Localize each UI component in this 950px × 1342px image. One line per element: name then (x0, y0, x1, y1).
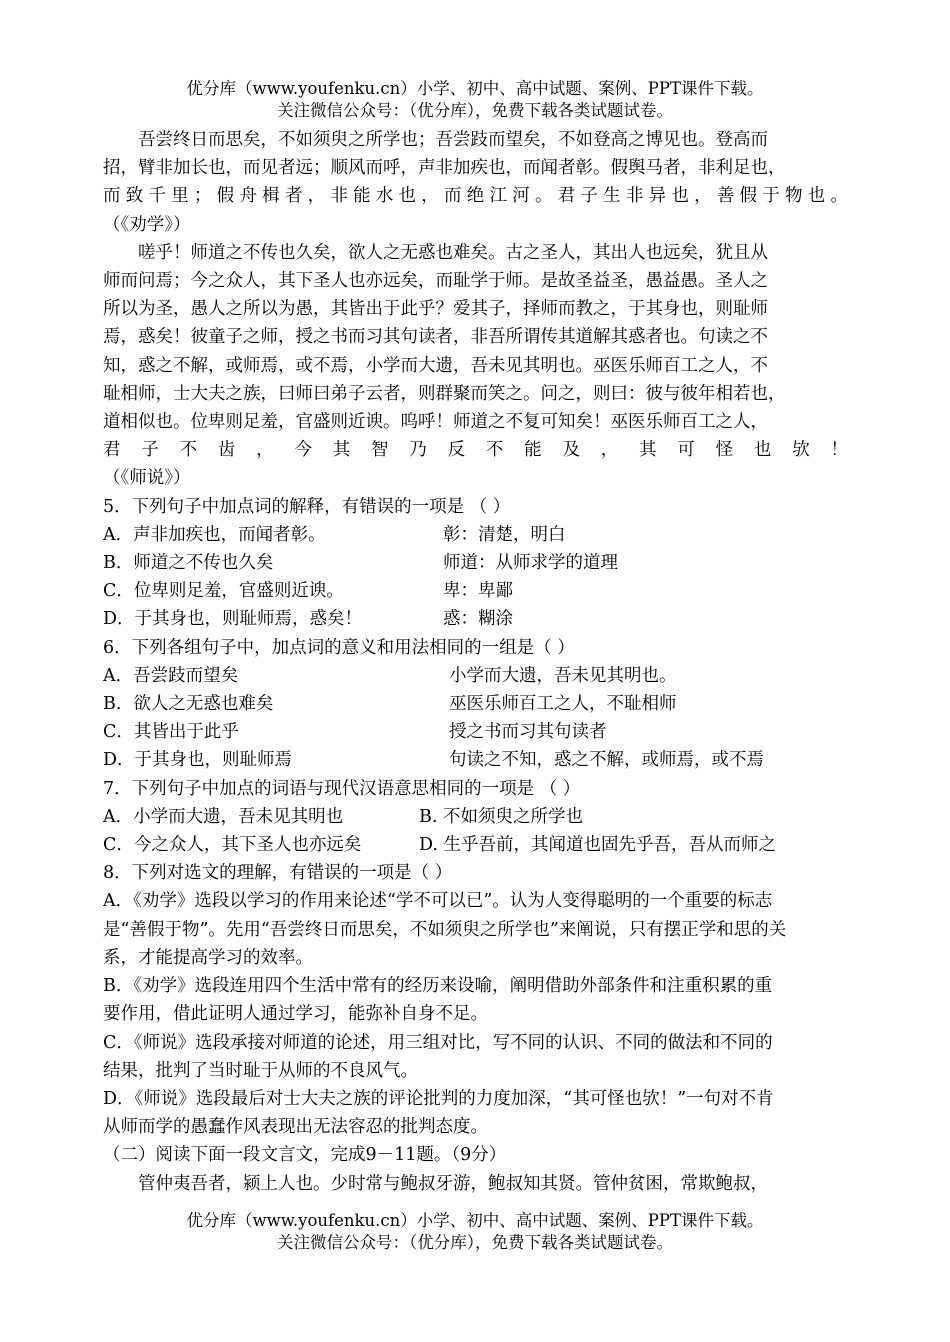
option-gloss: 师道：从师求学的道理 (443, 553, 618, 574)
option-text: C．今之众人，其下圣人也亦远矣 (103, 835, 362, 856)
option-text: B. 不如须臾之所学也 (419, 806, 583, 827)
text-line: 而致千里；假舟楫者，非能水也，而绝江河。君子生非异也，善假于物也。 (103, 186, 848, 207)
text-line: 道相似也。位卑则足羞，官盛则近谀。呜呼！师道之不复可知矣！巫医乐师百工之人， (103, 412, 768, 433)
option-line: 是“善假于物”。先用“吾尝终日而思矣，不如须臾之所学也”来阐说，只有摆正学和思的关 (103, 919, 787, 940)
page-footer (0, 1210, 950, 1254)
option-compare: 巫医乐师百工之人，不耻相师 (449, 694, 677, 715)
option-gloss: 卑：卑鄙 (443, 581, 513, 602)
option-text: D．于其身也，则耻师焉，惑矣！ (103, 609, 363, 630)
question-5 (103, 493, 848, 634)
option-line: B．《劝学》选段连用四个生活中常有的经历来设喻，阐明借助外部条件和注重积累的重 (103, 976, 773, 997)
document-body (103, 126, 848, 1198)
option-text: A．声非加疾也，而闻者彰。 (103, 524, 326, 545)
option-compare: 小学而大遗，吾未见其明也。 (449, 665, 677, 686)
passage-shishuo (103, 239, 848, 493)
option-row (103, 690, 848, 718)
header-line-1: 优分库（www.youfenku.cn）小学、初中、高中试题、案例、PPT课件下载。 (186, 79, 764, 98)
source-label: （《劝学》） (103, 214, 191, 235)
option-compare: 句读之不知，惑之不解，或师焉，或不焉 (449, 750, 764, 771)
footer-line-2: 关注微信公众号：（优分库），免费下载各类试题试卷。 (277, 1233, 673, 1252)
text-line: 焉，惑矣！彼童子之师，授之书而习其句读者，非吾所谓传其道解其惑者也。句读之不 (103, 327, 768, 348)
option-text: C．其皆出于此乎 (103, 722, 239, 743)
option-line: 要作用，借此证明人通过学习，能弥补自身不足。 (103, 1004, 488, 1025)
text-line: 嗟乎！师道之不传也久矣，欲人之无惑也难矣。古之圣人，其出人也远矣，犹且从 (138, 242, 768, 263)
option-line: A．《劝学》选段以学习的作用来论述“学不可以已”。认为人变得聪明的一个重要的标志 (103, 891, 773, 912)
text-line: 管仲夷吾者，颍上人也。少时常与鲍叔牙游，鲍叔知其贤。管仲贫困，常欺鲍叔， (138, 1173, 768, 1194)
text-line: 知，惑之不解，或师焉，或不焉，小学而大遗，吾未见其明也。巫医乐师百工之人，不 (103, 355, 768, 376)
question-8 (103, 859, 848, 1141)
option-row (103, 577, 848, 605)
text-line: 君子不齿，今其智乃反不能及，其可怪也欤！ (103, 440, 848, 461)
page-header (0, 78, 950, 122)
option-row (103, 831, 848, 859)
question-stem: 8．下列对选文的理解，有错误的一项是（ ） (103, 863, 453, 884)
option-row (103, 803, 848, 831)
text-line: 师而问焉；今之众人，其下圣人也亦远矣，而耻学于师。是故圣益圣，愚益愚。圣人之 (103, 271, 768, 292)
option-gloss: 彰：清楚，明白 (443, 524, 566, 545)
option-line: 结果，批判了当时耻于从师的不良风气。 (103, 1060, 418, 1081)
section-title: （二）阅读下面一段文言文，完成9－11题。（9分） (103, 1145, 507, 1166)
option-line: 从师而学的愚蠢作风表现出无法容忍的批判态度。 (103, 1117, 488, 1138)
option-line: D．《师说》选段最后对士大夫之族的评论批判的力度加深，“其可怪也欤！”一句对不肯 (103, 1088, 774, 1109)
option-text: C．位卑则足羞，官盛则近谀。 (103, 581, 344, 602)
option-row (103, 746, 848, 774)
option-line: C．《师说》选段承接对师道的论述，用三组对比，写不同的认识、不同的做法和不同的 (103, 1032, 773, 1053)
option-row (103, 549, 848, 577)
question-6 (103, 634, 848, 775)
option-text: A．小学而大遗，吾未见其明也 (103, 806, 344, 827)
header-line-2: 关注微信公众号：（优分库），免费下载各类试题试卷。 (277, 101, 673, 120)
option-gloss: 惑：糊涂 (443, 609, 513, 630)
option-row (103, 605, 848, 633)
source-label: （《师说》） (103, 468, 191, 489)
option-row (103, 718, 848, 746)
question-7 (103, 775, 848, 860)
question-stem: 6．下列各组句子中，加点词的意义和用法相同的一组是（ ） (103, 637, 575, 658)
option-line: 系，才能提高学习的效率。 (103, 947, 313, 968)
option-text: D．于其身也，则耻师焉 (103, 750, 293, 771)
passage-quanxue (103, 126, 848, 239)
text-line: 耻相师，士大夫之族，曰师曰弟子云者，则群聚而笑之。问之，则曰：彼与彼年相若也， (103, 383, 786, 404)
option-text: B．师道之不传也久矣 (103, 553, 274, 574)
text-line: 吾尝终日而思矣，不如须臾之所学也；吾尝跂而望矣，不如登高之博见也。登高而 (138, 130, 768, 150)
text-line: 所以为圣，愚人之所以为愚，其皆出于此乎？爱其子，择师而教之，于其身也，则耻师 (103, 299, 768, 320)
option-compare: 授之书而习其句读者 (449, 722, 607, 743)
question-stem: 5．下列句子中加点词的解释，有错误的一项是 （ ） (103, 496, 511, 517)
option-text: A．吾尝跂而望矣 (103, 665, 239, 686)
section-two (103, 1141, 848, 1197)
option-row (103, 521, 848, 549)
option-text: D. 生乎吾前，其闻道也固先乎吾，吾从而师之 (419, 835, 777, 856)
question-stem: 7．下列句子中加点的词语与现代汉语意思相同的一项是 （ ） (103, 778, 581, 799)
footer-line-1: 优分库（www.youfenku.cn）小学、初中、高中试题、案例、PPT课件下载。 (186, 1211, 764, 1230)
option-text: B．欲人之无惑也难矣 (103, 694, 274, 715)
text-line: 招，臂非加长也，而见者远；顺风而呼，声非加疾也，而闻者彰。假舆马者，非利足也， (103, 158, 786, 179)
option-row (103, 662, 848, 690)
